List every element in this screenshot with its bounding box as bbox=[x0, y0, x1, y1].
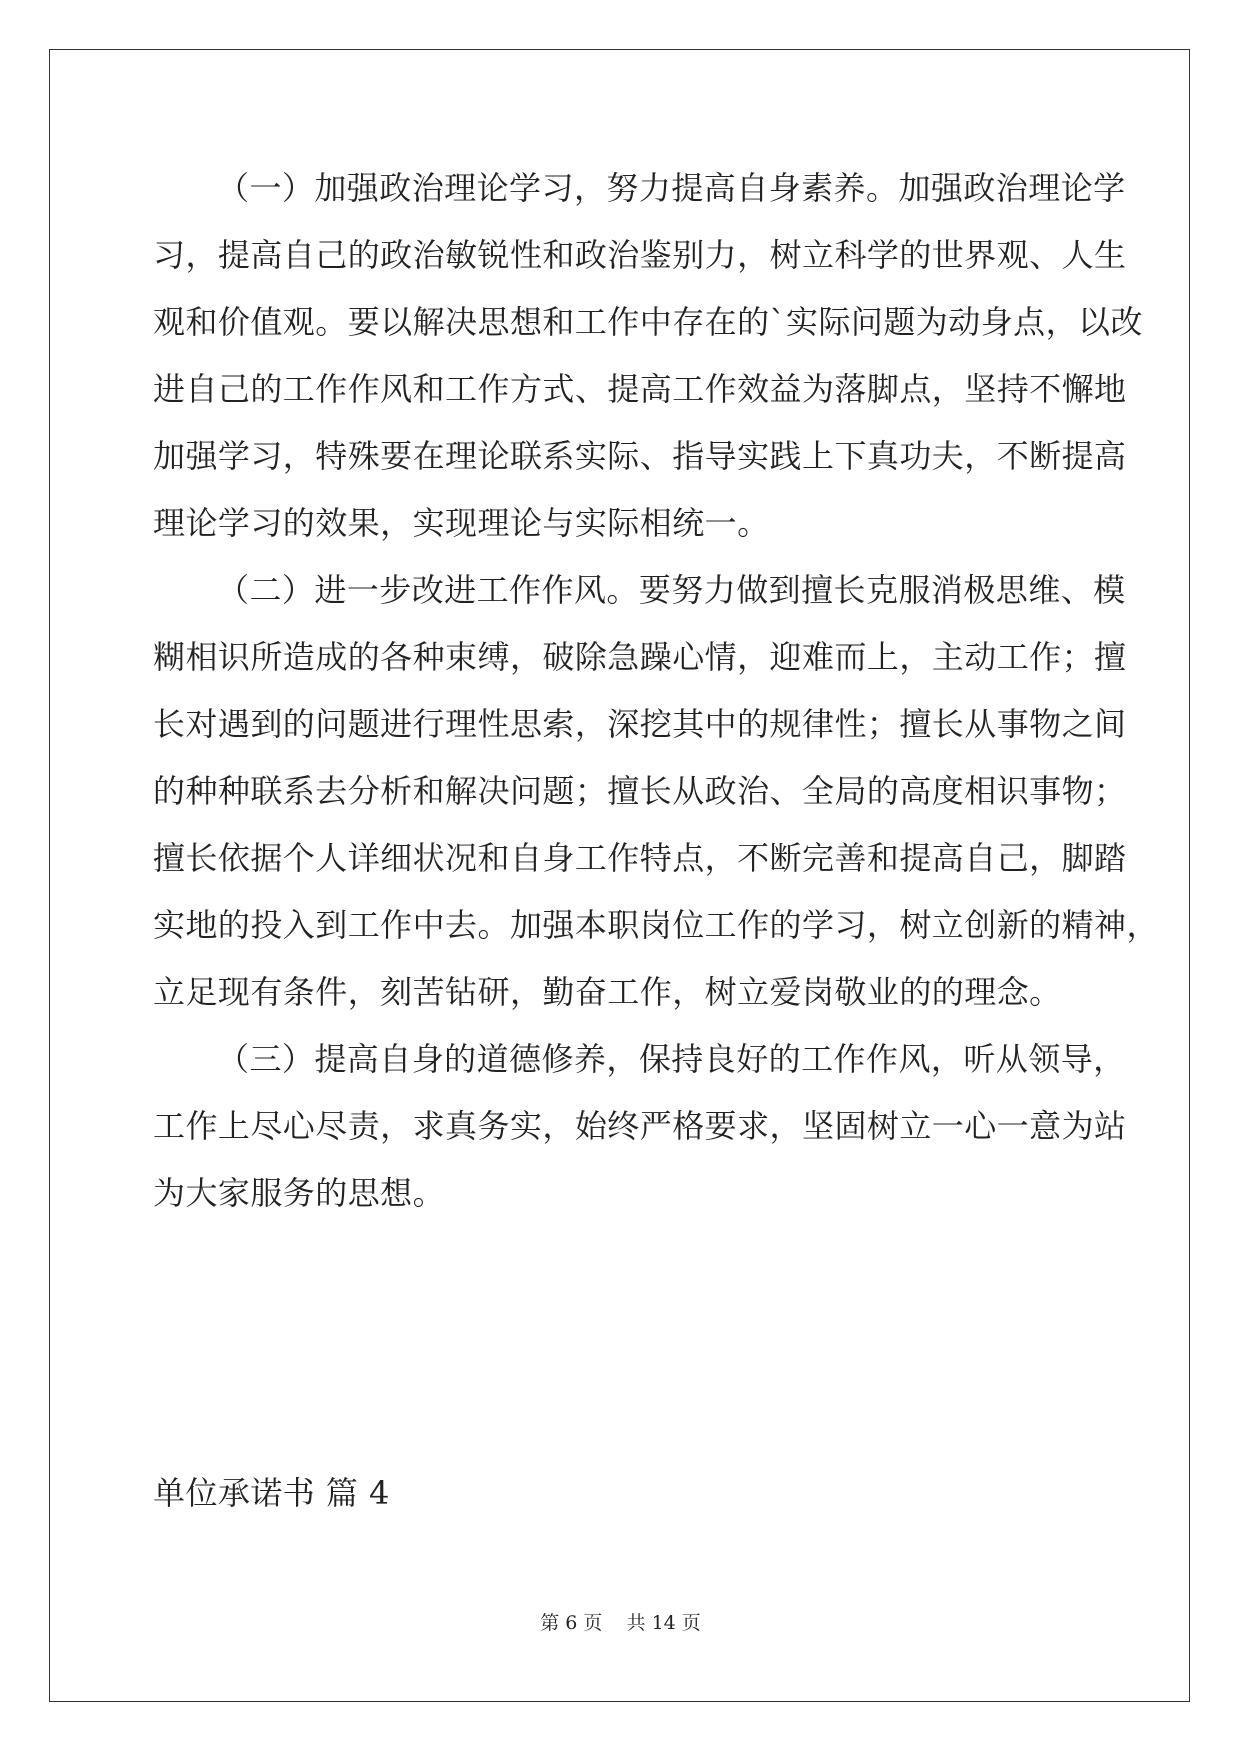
paragraph-2-line-7: 立足现有条件，刻苦钻研，勤奋工作，树立爱岗敬业的的理念。 bbox=[153, 973, 1062, 1011]
paragraph-1-line-1: （一）加强政治理论学习，努力提高自身素养。加强政治理论学 bbox=[217, 169, 1126, 207]
paragraph-1-line-6: 理论学习的效果，实现理论与实际相统一。 bbox=[153, 504, 770, 542]
document-body bbox=[153, 155, 1159, 1227]
paragraph-1-line-5: 加强学习，特殊要在理论联系实际、指导实践上下真功夫，不断提高 bbox=[153, 437, 1127, 475]
paragraph-2-line-4: 的种种联系去分析和解决问题；擅长从政治、全局的高度相识事物； bbox=[153, 772, 1127, 810]
paragraph-1-line-4: 进自己的工作作风和工作方式、提高工作效益为落脚点，坚持不懈地 bbox=[153, 370, 1127, 408]
paragraph-1-line-3: 观和价值观。要以解决思想和工作中存在的`实际问题为动身点，以改 bbox=[153, 303, 1143, 341]
paragraph-1-line-2: 习，提高自己的政治敏锐性和政治鉴别力，树立科学的世界观、人生 bbox=[153, 236, 1127, 274]
paragraph-3-line-1: （三）提高自身的道德修养，保持良好的工作作风，听从领导， bbox=[217, 1040, 1126, 1078]
page-number-footer: 第 6 页 共 14 页 bbox=[540, 1612, 701, 1634]
paragraph-2-line-2: 糊相识所造成的各种束缚，破除急躁心情，迎难而上，主动工作；擅 bbox=[153, 638, 1127, 676]
paragraph-3-line-2: 工作上尽心尽责，求真务实，始终严格要求，坚固树立一心一意为站 bbox=[153, 1107, 1127, 1145]
paragraph-2-line-5: 擅长依据个人详细状况和自身工作特点，不断完善和提高自己，脚踏 bbox=[153, 839, 1127, 877]
paragraph-2-line-1: （二）进一步改进工作作风。要努力做到擅长克服消极思维、模 bbox=[217, 571, 1126, 609]
paragraph-2-line-3: 长对遇到的问题进行理性思索，深挖其中的规律性；擅长从事物之间 bbox=[153, 705, 1127, 743]
section-heading: 单位承诺书 篇 4 bbox=[153, 1474, 390, 1512]
paragraph-3-line-3: 为大家服务的思想。 bbox=[153, 1174, 446, 1212]
paragraph-2-line-6: 实地的投入到工作中去。加强本职岗位工作的学习，树立创新的精神， bbox=[153, 906, 1159, 944]
